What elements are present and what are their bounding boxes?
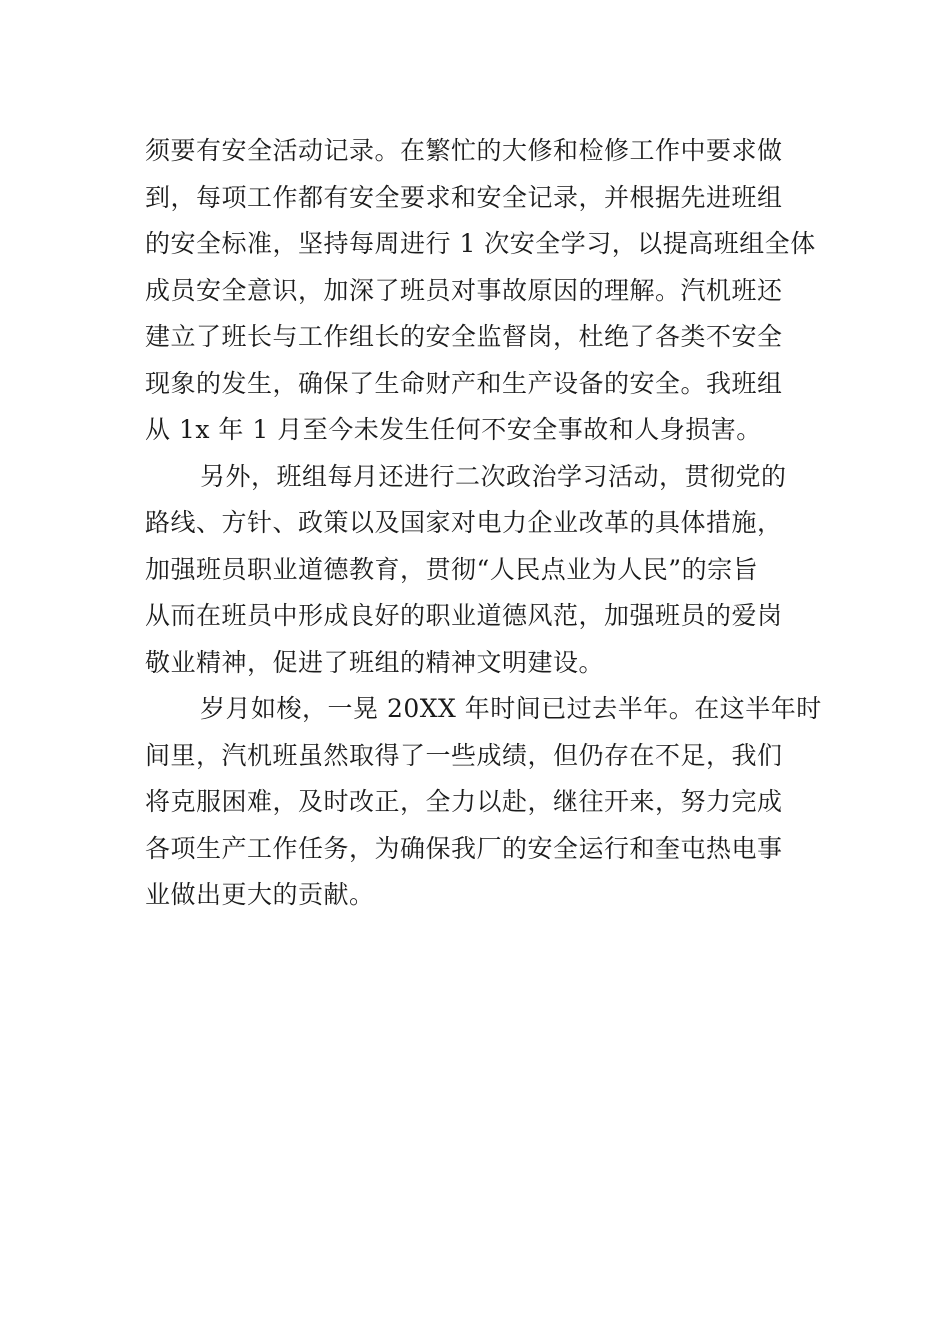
text-line: 建立了班长与工作组长的安全监督岗，杜绝了各类不安全 [145,322,783,351]
text-line: 业做出更大的贡献。 [145,880,375,909]
text-line: 将克服困难，及时改正，全力以赴，继往开来，努力完成 [145,787,783,816]
text-line: 岁月如梭，一晃 20XX 年时间已过去半年。在这半年时 [200,694,822,723]
document-body [145,128,822,919]
text-line: 路线、方针、政策以及国家对电力企业改革的具体措施， [145,508,783,537]
text-line: 现象的发生，确保了生命财产和生产设备的安全。我班组 [145,368,783,398]
text-line: 从而在班员中形成良好的职业道德风范，加强班员的爱岗 [145,601,783,630]
text-line: 成员安全意识，加深了班员对事故原因的理解。汽机班还 [145,275,783,305]
text-line: 间里，汽机班虽然取得了一些成绩，但仍存在不足，我们 [145,740,783,770]
text-line: 的安全标准，坚持每周进行 1 次安全学习，以提高班组全体 [145,229,816,258]
paragraph-safety-records [145,128,816,454]
text-line: 到，每项工作都有安全要求和安全记录，并根据先进班组 [145,182,783,212]
text-line: 敬业精神，促进了班组的精神文明建设。 [145,647,605,677]
paragraph-conclusion [145,686,822,919]
paragraph-political-study [145,454,810,687]
text-line: 须要有安全活动记录。在繁忙的大修和检修工作中要求做 [145,136,783,165]
text-line: 加强班员职业道德教育，贯彻“人民点业为人民”的宗旨 [145,554,759,584]
text-line: 另外，班组每月还进行二次政治学习活动，贯彻党的 [200,461,787,491]
text-line: 从 1x 年 1 月至今未发生任何不安全事故和人身损害。 [145,415,762,444]
text-line: 各项生产工作任务，为确保我厂的安全运行和奎屯热电事 [145,833,783,863]
